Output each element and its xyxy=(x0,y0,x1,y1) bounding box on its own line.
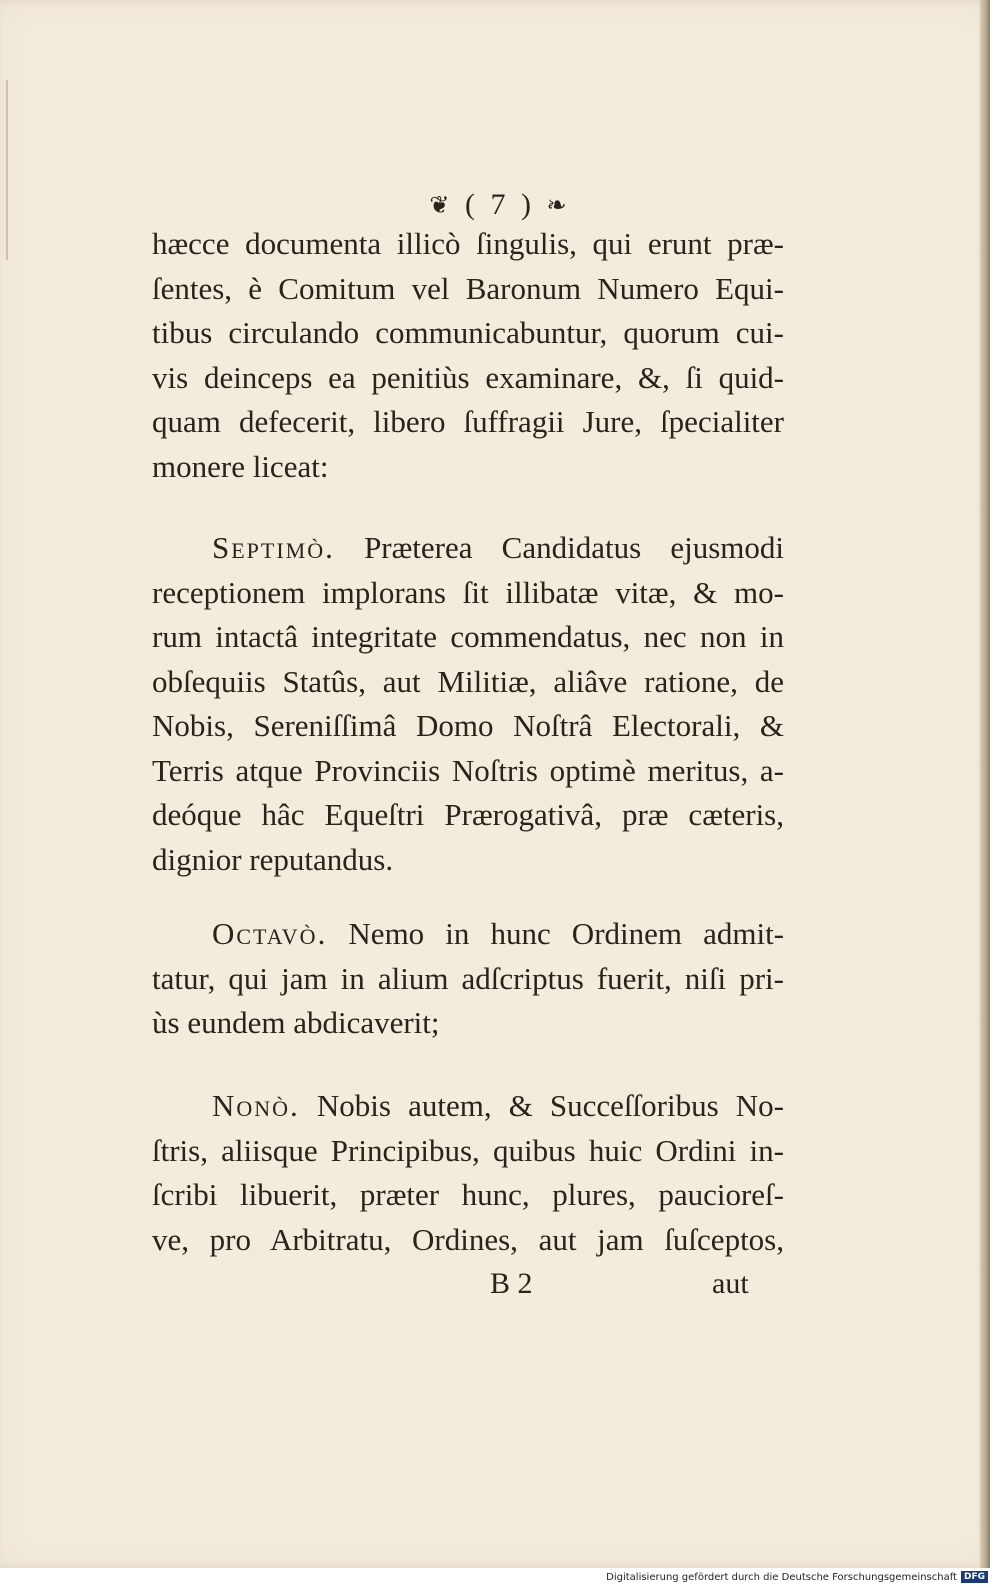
ornament-left-icon: ❦ xyxy=(429,192,454,219)
text-line: monere liceat: xyxy=(152,448,329,484)
text-line: dignior reputandus. xyxy=(152,841,394,877)
page-header xyxy=(0,186,990,222)
paragraph-octavo xyxy=(152,912,784,1046)
section-lead: Septimò. xyxy=(212,530,335,565)
text-line: Terris atque Provinciis Noſtris optimè meritus, a- xyxy=(152,752,784,788)
text-line: quam defecerit, libero ſuffragii Jure, ſpecialiter xyxy=(152,404,784,439)
text-line: ſtris, aliisque Principibus, quibus huic Ordini in- xyxy=(152,1132,784,1168)
paragraph-septimo xyxy=(152,526,784,882)
text-line: ſentes, è Comitum vel Baronum Numero Equi- xyxy=(152,270,784,306)
paragraph-nono xyxy=(152,1084,784,1262)
text-line: tatur, qui jam in alium adſcriptus fuerit, niſi pri- xyxy=(152,960,784,996)
page-edge xyxy=(980,0,990,1568)
text-line: deóque hâc Equeſtri Prærogativâ, præ cæteris, xyxy=(152,797,784,832)
digitization-credit xyxy=(0,1568,1000,1588)
text-line: rum intactâ integritate commendatus, nec non in xyxy=(152,619,784,654)
paragraph-1 xyxy=(152,222,784,489)
text-line: Nobis autem, & Succeſſoribus No- xyxy=(316,1088,784,1123)
page-crease xyxy=(6,80,8,260)
ornament-right-icon: ❧ xyxy=(546,192,571,219)
text-line: Nobis, Sereniſſimâ Domo Noſtrâ Electorali, & xyxy=(152,708,784,743)
page-number: ( 7 ) xyxy=(465,188,535,222)
text-line: vis deinceps ea penitiùs examinare, &, ſi quid- xyxy=(152,359,784,395)
text-line: hæcce documenta illicò ſingulis, qui erunt præ- xyxy=(152,226,784,261)
text-line: ùs eundem abdicaverit; xyxy=(152,1005,440,1040)
catchword: aut xyxy=(712,1267,749,1300)
section-lead: Nonò. xyxy=(212,1088,300,1123)
text-line: Nemo in hunc Ordinem admit- xyxy=(348,916,785,951)
text-line: obſequiis Statûs, aut Militiæ, aliâve ratione, de xyxy=(152,663,784,699)
text-line: ſcribi libuerit, præter hunc, plures, paucioreſ- xyxy=(152,1177,784,1212)
credit-text: Digitalisierung gefördert durch die Deutsche Forschungsgemeinschaft xyxy=(606,1572,957,1583)
text-line: ve, pro Arbitratu, Ordines, aut jam ſuſceptos, xyxy=(152,1221,784,1257)
text-line: Præterea Candidatus ejusmodi xyxy=(364,530,784,565)
text-line: receptionem implorans ſit illibatæ vitæ, & mo- xyxy=(152,574,784,610)
dfg-logo-icon: DFG xyxy=(961,1571,988,1583)
text-line: tibus circulando communicabuntur, quorum cui- xyxy=(152,315,784,350)
signature-mark: B 2 xyxy=(490,1267,533,1300)
section-lead: Octavò. xyxy=(212,916,328,951)
